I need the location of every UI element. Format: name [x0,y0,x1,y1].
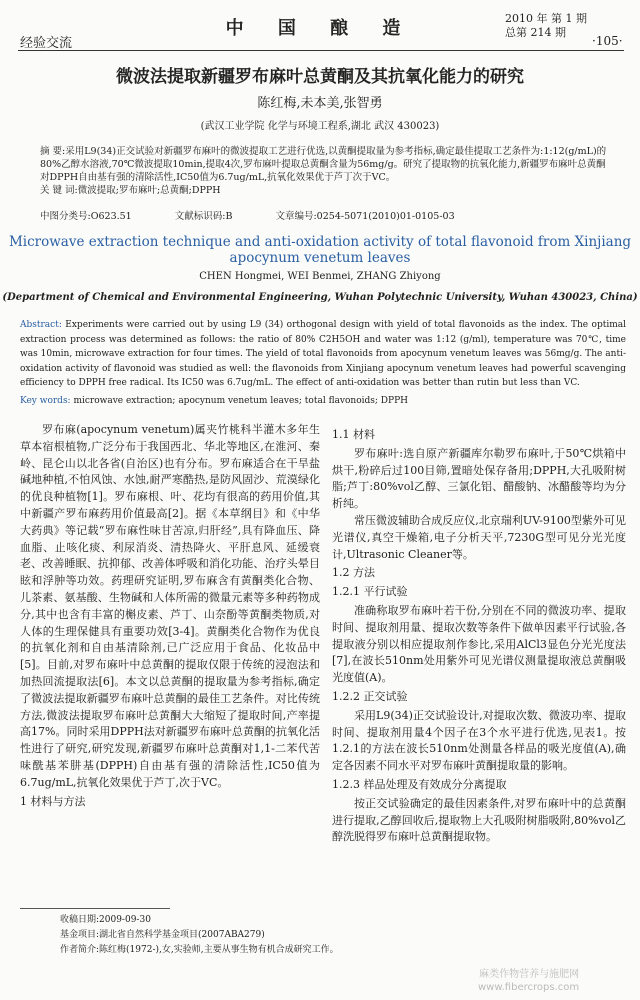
header-divider [18,50,624,51]
footnote [60,913,339,958]
heading-1-2-3: 1.2.3 样品处理及有效成分分离提取 [332,777,507,791]
heading-1-2-1: 1.2.1 平行试验 [332,585,408,599]
materials-paragraph: 罗布麻叶:选自原产新疆库尔勒罗布麻叶,于50℃烘箱中烘干,粉碎后过100目筛,置暗处保存备用;DPPH,大孔吸附树脂;芦丁:80%vol乙醇、三氯化铝、醋酸钠、冰醋酸等均为分析纯。 [332,446,626,511]
heading-1-1: 1.1 材料 [332,428,375,441]
watermark-line-2: www.fibercrops.com [478,982,580,993]
parallel-test-paragraph: 准确称取罗布麻叶若干份,分别在不同的微波功率、提取时间、提取剂用量、提取次数等条件下做单因素平行试验,各提取液分别以相应提取剂作参比,采用AlCl3显色分光光度法[7],在波长510nm处用紫外可见光谱仪测量提取液总黄酮吸光度值(A)。 [332,603,626,685]
english-title: Microwave extraction technique and anti-oxidation activity of total flavonoid from Xinjiang apocynum venetum leaves [8,234,632,266]
author-bio: 作者简介:陈红梅(1972-),女,实验师,主要从事生物有机合成研究工作。 [60,945,339,955]
heading-1-2: 1.2 方法 [332,566,375,580]
section-heading-materials-methods: 1 材料与方法 [20,794,86,808]
english-authors: CHEN Hongmei, WEI Benmei, ZHANG Zhiyong [199,271,441,282]
section-label: 经验交流 [20,36,73,51]
watermark-line-1: 麻类作物营养与施肥网 [479,969,580,980]
english-keywords [20,396,626,406]
authors: 陈红梅,未本美,张智勇 [257,96,383,111]
paper-title: 微波法提取新疆罗布麻叶总黄酮及其抗氧化能力的研究 [116,67,524,87]
issue-info [505,12,587,40]
keywords-text: microwave extraction; apocynum venetum leaves; total flavonoids; DPPH [73,396,408,406]
journal-name: 中 国 酿 造 [225,18,415,39]
orthogonal-test-paragraph: 采用L9(34)正交试验设计,对提取次数、微波功率、提取时间、提取剂用量4个因子在3个水平进行优选,见表1。按1.2.1的方法在波长510nm处测量各样品的吸光度值(A),确定各因素不同水平对罗布麻叶黄酮提取量的影响。 [332,708,626,773]
abstract-text: Experiments were carried out by using L9 (34) orthogonal design with yield of total flavonoids as the index. The optimal extraction process was determined as follows: the ratio of 80% C2H5OH and water was 1:12 (g/ml), temperature was 70℃, time was 10min, microwave extraction for four times. The yield of total flavonoids from apocynum venetum leaves was 56mg/g. The anti-oxidation activity of flavonoid was studied as well: the flavonoids from Xinjiang apocynum venetum leaves had powerful scavenging efficiency to DPPH free radical. Its IC50 was 6.7ug/mL. The effect of anti-oxidation was better than rutin but less than VC. [20,320,626,388]
received-date: 收稿日期:2009-09-30 [60,915,151,925]
equipment-paragraph: 常压微波辅助合成反应仪,北京瑞利UV-9100型紫外可见光谱仪,真空干燥箱,电子分析天平,7230G型可见分光光度计,Ultrasonic Cleaner等。 [332,513,626,561]
issue-line-2: 总第 214 期 [505,26,566,39]
clc-number: 中图分类号:O623.51 [40,211,132,222]
keywords-label: Key words: [20,396,71,406]
doc-code: 文献标识码:B [174,211,233,222]
body-column-right [332,425,626,846]
intro-paragraph: 罗布麻(apocynum venetum)属夹竹桃科半灌木多年生草本宿根植物,广泛分布于我国西北、华北等地区,在淮河、秦岭、昆仑山以北各省(自治区)也有分布。罗布麻适合在干旱盐碱地种植,不怕风蚀、水蚀,耐严寒酷热,是防风固沙、荒漠绿化的优良种植物[1]。罗布麻根、叶、花均有很高的药用价值,其中新疆产罗布麻药用价值最高[2]。据《本草纲目》和《中华大药典》等记载“罗布麻性味甘苦凉,归肝经”,具有降血压、降血脂、止咳化痰、利尿消炎、清热降火、平肝息风、延缓衰老、改善睡眠、抗抑郁、改善体呼吸和消化功能、治疗头晕目眩和浮肿等功效。药理研究证明,罗布麻含有黄酮类化合物、儿茶素、氨基酸、生物碱和人体所需的微量元素等多种药物成分,其中也含有丰富的槲皮素、芦丁、山奈酚等黄酮类物质,对人体的生理保健具有重要功效[3-4]。黄酮类化合物作为优良的抗氧化剂和自由基清除剂,已广泛应用于食品、化妆品中[5]。目前,对罗布麻叶中总黄酮的提取仅限于传统的浸泡法和加热回流提取法[6]。本文以总黄酮的提取量为参考指标,确定了微波法提取新疆罗布麻叶总黄酮的最佳工艺条件。对比传统方法,微波法提取罗布麻叶总黄酮大大缩短了提取时间,产率提高17%。同时采用DPPH法对新疆罗布麻叶总黄酮的抗氧化活性进行了研究,研究发现,新疆罗布麻叶总黄酮对1,1-二苯代苦味酰基苯肼基(DPPH)自由基有强的清除活性,IC50值为6.7ug/mL,抗氧化效果优于芦丁,次于VC。 [20,423,320,789]
abstract-cn-text: 摘 要:采用L9(34)正交试验对新疆罗布麻叶的微波提取工艺进行优选,以黄酮提取量为参考指标,确定最佳提取工艺条件为:1:12(g/mL)的80%乙醇水溶液,70℃微波提取10min,提取4次,罗布麻叶提取总黄酮含量为56mg/g。研究了提取物的抗氧化能力,新疆罗布麻叶总黄酮对DPPH自由基有强的清除活性,IC50值为6.7ug/mL,抗氧化效果优于芦丁次于VC。 [40,146,607,183]
heading-1-2-2: 1.2.2 正交试验 [332,689,408,703]
footnote-divider [20,908,170,909]
classification-meta [40,208,612,222]
abstract-cn [40,145,612,197]
article-number: 文章编号:0254-5071(2010)01-0105-03 [275,211,455,222]
english-abstract [20,318,626,391]
watermark [478,968,579,994]
keywords-cn: 关 键 词:微波提取;罗布麻叶;总黄酮;DPPH [40,185,221,196]
fund-info: 基金项目:湖北省自然科学基金项目(2007ABA279) [60,930,265,940]
abstract-label: Abstract: [20,320,62,330]
affiliation: (武汉工业学院 化学与环境工程系,湖北 武汉 430023) [200,121,440,132]
body-column-left [20,422,320,812]
page-number: ·105· [592,34,623,48]
english-affiliation: (Department of Chemical and Environmental Engineering, Wuhan Polytechnic University, Wuhan 430023, China) [2,292,638,303]
sample-processing-paragraph: 按正交试验确定的最佳因素条件,对罗布麻叶中的总黄酮进行提取,乙醇回收后,提取物上大孔吸附树脂吸附,80%vol乙醇洗脱得罗布麻叶总黄酮提取物。 [332,796,626,844]
issue-line-1: 2010 年 第 1 期 [505,12,587,25]
